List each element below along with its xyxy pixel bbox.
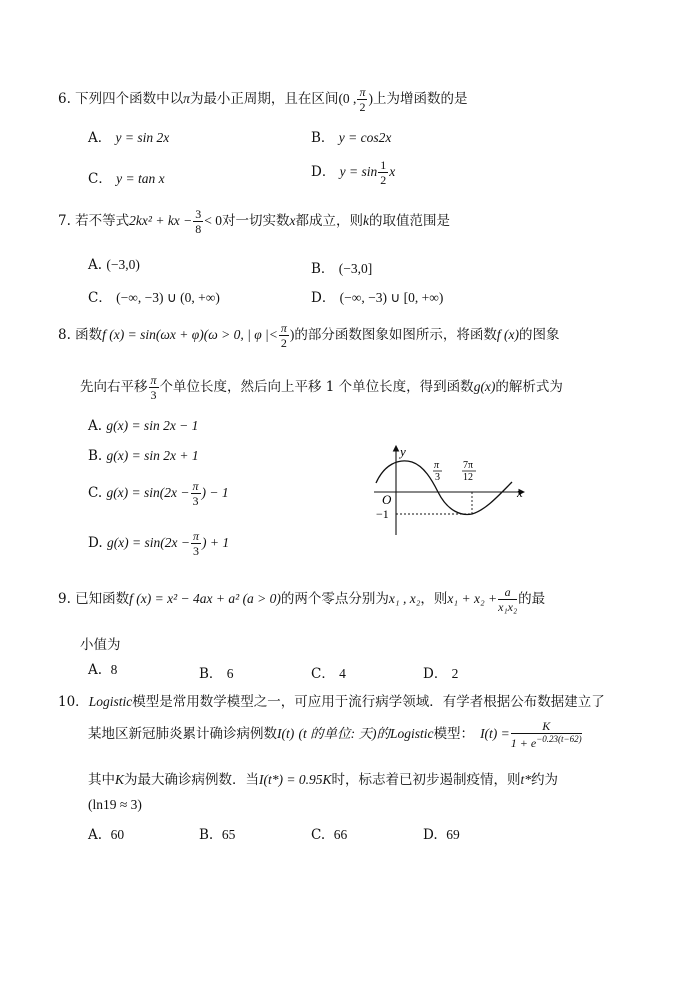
graph-tick1-num: π <box>434 460 440 471</box>
q6-option-a: A． y = sin 2x <box>88 130 170 146</box>
q10-stem-line3: 其中K为最大确诊病例数．当I(t*) = 0.95K时，标志着已初步遏制疫情，则t*约为 <box>88 772 559 788</box>
q8-option-c-fraction: $\frac{\pi}{3}$ <box>192 479 199 508</box>
q7-option-b: B． (−3,0] <box>311 261 373 277</box>
q6-pi: π <box>183 91 190 106</box>
q8-option-c: C. g(x) = sin(2x − $\frac{\pi}{3}$ ) − 1 <box>88 479 229 508</box>
q10-stem-line2: 某地区新冠肺炎累计确诊病例数I(t) (t 的单位: 天)的Logistic模型： I(t) = $\frac{K}{1 + e^{-0.23(t-62)}}$ <box>88 719 582 750</box>
graph-tick2-den: 12 <box>463 472 473 483</box>
graph-origin-label: O <box>382 492 392 507</box>
q6-stem-prefix: 6. 下列四个函数中以 <box>58 91 184 107</box>
graph-tick1-den: 3 <box>435 472 440 483</box>
q7-stem: 7. 若不等式2kx² + kx − $\frac{3}{8}$ < 0对一切实数x都成立，则k的取值范围是 <box>58 207 451 236</box>
graph-y-label: y <box>400 444 406 459</box>
q6-stem-suffix: 上为增函数的是 <box>372 91 468 107</box>
q9-stem-line2: 小值为 <box>80 637 121 653</box>
graph-x-label: x <box>517 485 523 500</box>
q10-option-b: B. 65 <box>199 827 236 843</box>
graph-tick2-num: 7π <box>463 460 474 471</box>
q8-func-fraction: $\frac{\pi}{2}$ <box>280 321 287 350</box>
q9-option-b: B． 6 <box>199 666 234 682</box>
q9-option-a: A. 8 <box>88 662 118 678</box>
q6-stem-mid: 为最小正周期，且在区间 <box>189 91 339 107</box>
q9-option-c: C． 4 <box>311 666 346 682</box>
q8-stem: 8. 函数f (x) = sin(ωx + φ)(ω > 0, | φ |< $\frac{\pi}{2}$ )的部分函数图象如图所示，将函数f (x)的图象 <box>58 321 560 350</box>
q7-option-c: C． (−∞, −3) ∪ (0, +∞) <box>88 290 220 306</box>
q6-option-c: C． y = tan x <box>88 171 165 187</box>
q10-option-d: D. 69 <box>423 827 460 843</box>
q8-option-a: A. g(x) = sin 2x − 1 <box>88 418 199 434</box>
q8-stem-line2: 先向右平移 $\frac{\pi}{3}$ 个单位长度，然后向上平移 1 个单位长度，得到函数g(x)的解析式为 <box>80 373 563 402</box>
q10-option-c: C. 66 <box>311 827 348 843</box>
q7-option-a: A. (−3,0) <box>88 257 140 273</box>
q10-stem-line1: 10．Logistic模型是常用数学模型之一，可应用于流行病学领域．有学者根据公布数据建立了 <box>58 694 605 710</box>
q6-option-b: B． y = cos2x <box>311 130 392 146</box>
q8-option-b: B. g(x) = sin 2x + 1 <box>88 448 199 464</box>
q9-fraction: $\frac{a}{\text{x₁x₂}}$ <box>498 585 518 614</box>
q10-logistic-formula: $\frac{K}{1 + e^{-0.23(t-62)}}$ <box>510 719 582 750</box>
q8-option-d: D. g(x) = sin(2x − $\frac{\pi}{3}$ ) + 1 <box>88 529 230 558</box>
q7-option-d: D． (−∞, −3) ∪ [0, +∞) <box>311 290 444 306</box>
q8-shift-fraction: $\frac{\pi}{3}$ <box>150 373 157 402</box>
q6-interval-close: ) <box>368 91 373 106</box>
q6-option-d: D． y = sin $\frac{1}{2}$ x <box>311 158 396 187</box>
q6-option-d-fraction: $\frac{1}{2}$ <box>380 158 387 187</box>
q6-interval-fraction: $\frac{\pi}{2}$ <box>359 85 366 114</box>
q9-option-d: D． 2 <box>423 666 459 682</box>
q10-stem-line4: (ln19 ≈ 3) <box>88 797 142 812</box>
q9-stem: 9. 已知函数f (x) = x² − 4ax + a² (a > 0)的两个零点分别为x₁ , x₂，则x₁ + x₂ + $\frac{a}{\text{x₁x₂}}$ 的最 <box>58 585 546 614</box>
q6-stem <box>58 86 467 113</box>
q7-fraction: $\frac{3}{8}$ <box>195 207 202 236</box>
q8-sine-graph <box>362 440 532 540</box>
q6-interval-open: (0 , <box>338 91 357 106</box>
q8-option-d-fraction: $\frac{\pi}{3}$ <box>193 529 200 558</box>
graph-minus-one-label: −1 <box>376 507 389 521</box>
q10-option-a: A. 60 <box>88 827 125 843</box>
